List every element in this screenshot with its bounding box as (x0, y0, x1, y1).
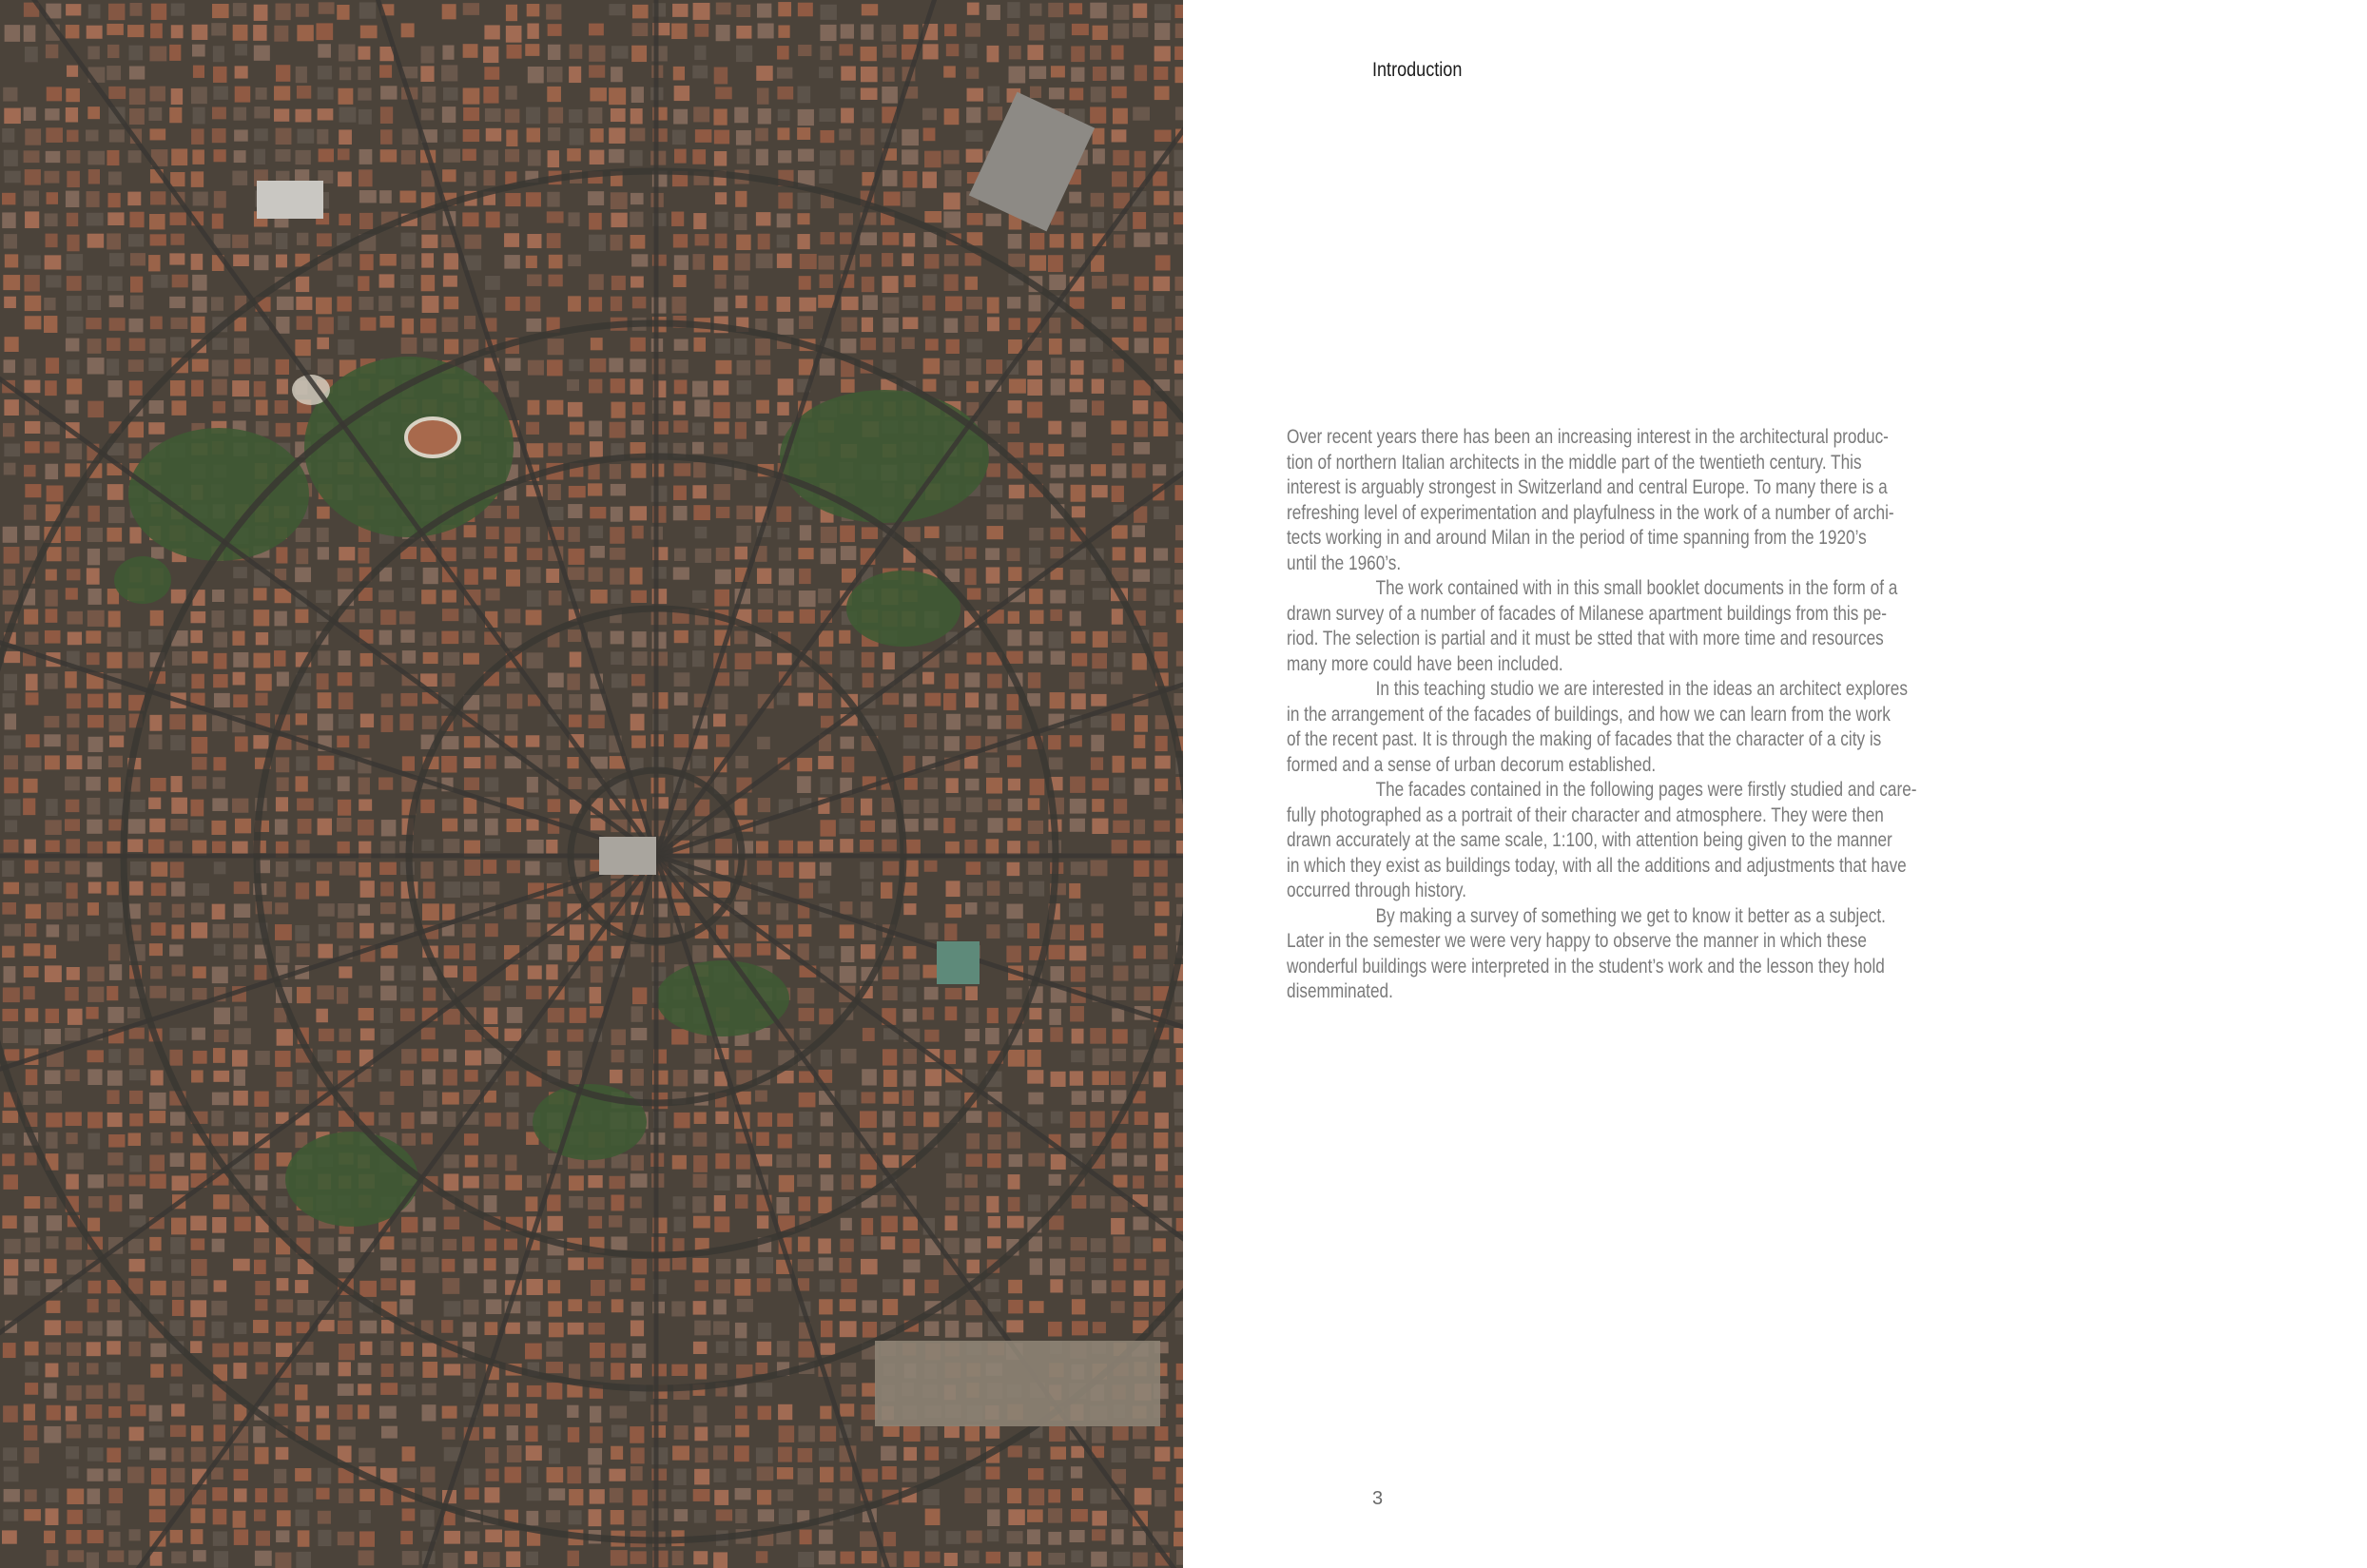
page-title: Introduction (1372, 59, 1463, 81)
text-line: fully photographed as a portrait of their character and atmosphere. They were then (1287, 803, 1884, 826)
text-line: The facades contained in the following pages were firstly studied and care- (1375, 778, 1917, 801)
text-line: wonderful buildings were interpreted in the student’s work and the lesson they hold (1287, 954, 1885, 978)
aerial-city-photo (0, 0, 1183, 1568)
paragraph (1287, 676, 2143, 777)
text-line: occurred through history. (1287, 879, 1466, 901)
paragraph (1287, 424, 2143, 575)
text-line: The work contained with in this small booklet documents in the form of a (1375, 576, 1898, 599)
text-line: tion of northern Italian architects in the middle part of the twentieth century. This (1287, 450, 1862, 474)
text-line: tects working in and around Milan in the period of time spanning from the 1920’s (1287, 526, 1867, 549)
paragraph (1287, 575, 2143, 676)
text-line: Later in the semester we were very happy to observe the manner in which these (1287, 929, 1867, 952)
page-number: 3 (1372, 1488, 1384, 1509)
text-line: of the recent past. It is through the making of facades that the character of a city is (1287, 727, 1882, 750)
text-line: many more could have been included. (1287, 651, 1563, 675)
right-page (1183, 0, 2367, 1568)
text-line: in which they exist as buildings today, with all the additions and adjustments that have (1287, 853, 1907, 877)
paragraph (1287, 777, 2143, 903)
text-line: formed and a sense of urban decorum established. (1287, 752, 1657, 776)
text-line: By making a survey of something we get to know it better as a subject. (1375, 903, 1886, 927)
text-line: disemminated. (1287, 979, 1393, 1002)
text-line: In this teaching studio we are interested in the ideas an architect explores (1375, 677, 1908, 700)
text-line: riod. The selection is partial and it must be stted that with more time and resources (1287, 627, 1884, 649)
text-line: Over recent years there has been an increasing interest in the architectural produc- (1287, 425, 1889, 448)
text-line: drawn accurately at the same scale, 1:100, with attention being given to the manner (1287, 828, 1892, 851)
text-line: refreshing level of experimentation and playfulness in the work of a number of archi- (1287, 500, 1894, 524)
text-line: interest is arguably strongest in Switzerland and central Europe. To many there is a (1287, 475, 1888, 498)
aerial-map-image (0, 0, 1183, 1568)
paragraph (1287, 903, 2143, 1004)
introduction-body (1287, 424, 2143, 1004)
text-line: until the 1960’s. (1287, 551, 1402, 574)
text-line: in the arrangement of the facades of buildings, and how we can learn from the work (1287, 702, 1891, 726)
text-line: drawn survey of a number of facades of Milanese apartment buildings from this pe- (1287, 601, 1887, 625)
